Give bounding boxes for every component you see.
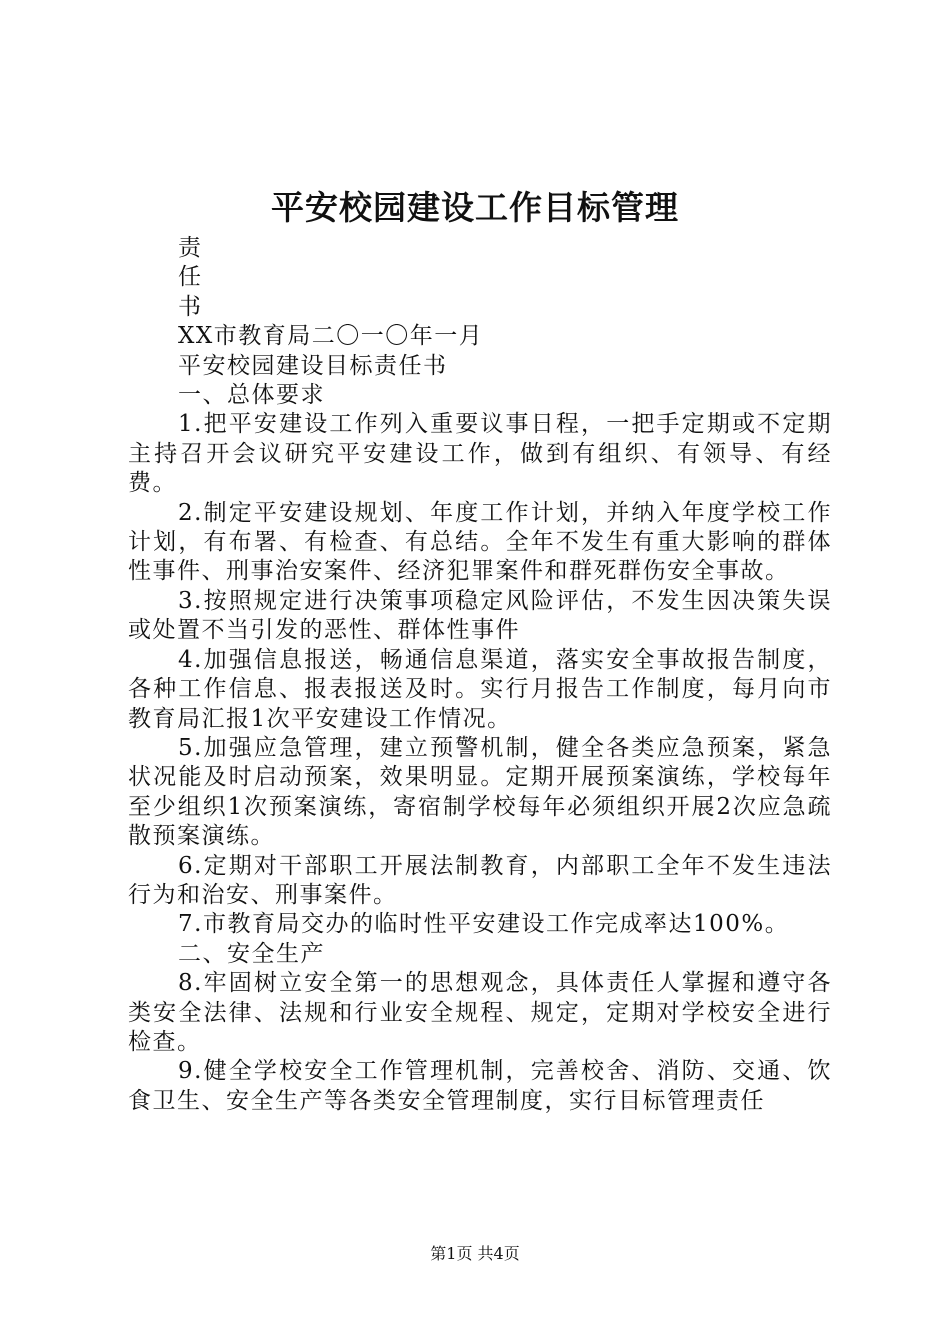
text-line: 平安校园建设目标责任书 bbox=[178, 352, 448, 379]
section-heading: 一、总体要求 bbox=[178, 382, 325, 409]
paragraph: 9.健全学校安全工作管理机制，完善校舍、消防、交通、饮食卫生、安全生产等各类安全管理制度，实行目标管理责任 bbox=[128, 1058, 832, 1114]
paragraph: 5.加强应急管理，建立预警机制，健全各类应急预案，紧急状况能及时启动预案，效果明显。定期开展预案演练，学校每年至少组织1次预案演练，寄宿制学校每年必须组织开展2次应急疏散预案演练。 bbox=[128, 734, 832, 850]
text-line: 责 bbox=[178, 235, 203, 261]
text-line: 书 bbox=[178, 293, 203, 320]
paragraph: 2.制定平安建设规划、年度工作计划，并纳入年度学校工作计划，有布署、有检查、有总结。全年不发生有重大影响的群体性事件、刑事治安案件、经济犯罪案件和群死群伤安全事故。 bbox=[128, 499, 832, 585]
paragraph: 3.按照规定进行决策事项稳定风险评估，不发生因决策失误或处置不当引发的恶性、群体性事件 bbox=[128, 587, 832, 644]
text-line: XX市教育局二〇一〇年一月 bbox=[178, 323, 484, 350]
paragraph: 6.定期对干部职工开展法制教育，内部职工全年不发生违法行为和治安、刑事案件。 bbox=[128, 852, 832, 908]
document-body bbox=[128, 234, 832, 1116]
paragraph: 8.牢固树立安全第一的思想观念，具体责任人掌握和遵守各类安全法律、法规和行业安全规程、规定，定期对学校安全进行检查。 bbox=[128, 970, 832, 1055]
page-indicator: 第1页 共4页 bbox=[430, 1244, 520, 1263]
paragraph: 1.把平安建设工作列入重要议事日程，一把手定期或不定期主持召开会议研究平安建设工作，做到有组织、有领导、有经费。 bbox=[128, 411, 832, 497]
paragraph: 7.市教育局交办的临时性平安建设工作完成率达100%。 bbox=[178, 911, 790, 938]
paragraph: 4.加强信息报送，畅通信息渠道，落实安全事故报告制度，各种工作信息、报表报送及时。实行月报告工作制度，每月向市教育局汇报1次平安建设工作情况。 bbox=[128, 646, 832, 732]
page-title: 平安校园建设工作目标管理 bbox=[271, 188, 679, 227]
section-heading: 二、安全生产 bbox=[178, 940, 325, 967]
page-footer bbox=[0, 1243, 950, 1265]
text-line: 任 bbox=[178, 264, 203, 291]
